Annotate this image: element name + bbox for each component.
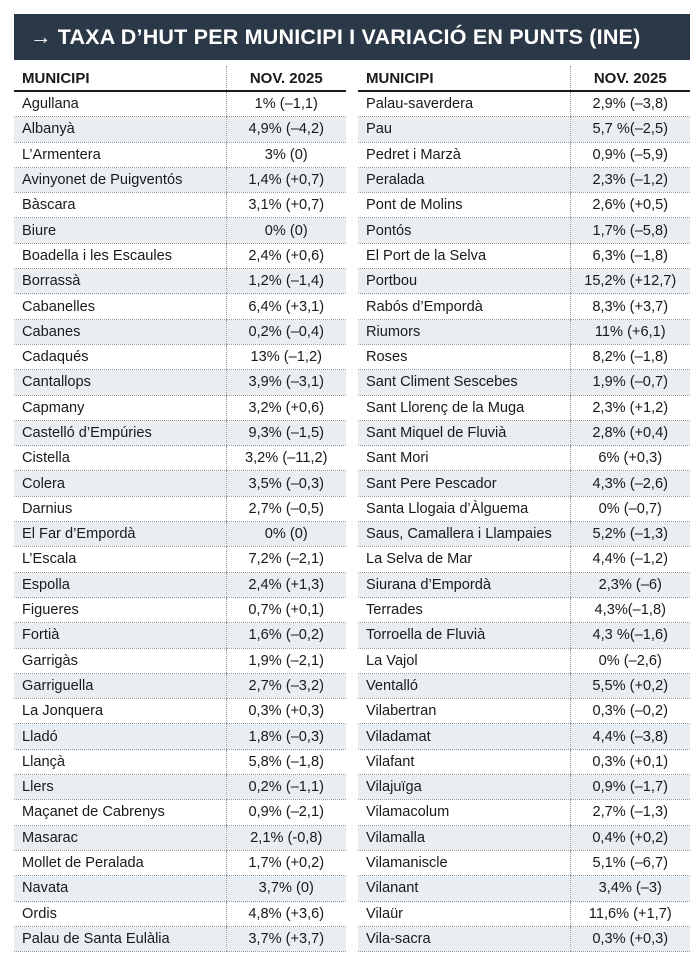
municipality-name: Rabós d’Empordà	[358, 294, 570, 319]
occupancy-value: 0% (0)	[226, 218, 346, 243]
municipality-name: Roses	[358, 344, 570, 369]
table-row	[358, 496, 690, 521]
occupancy-value: 2,8% (+0,4)	[570, 420, 690, 445]
municipality-name: Siurana d’Empordà	[358, 572, 570, 597]
municipality-name: Pontós	[358, 218, 570, 243]
municipality-name: Boadella i les Escaules	[14, 243, 226, 268]
municipality-name: Llers	[14, 775, 226, 800]
table-row	[358, 597, 690, 622]
municipality-name: Saus, Camallera i Llampaies	[358, 522, 570, 547]
table-row	[14, 471, 346, 496]
municipality-name: Avinyonet de Puigventós	[14, 167, 226, 192]
occupancy-value: 0,2% (–1,1)	[226, 775, 346, 800]
municipality-name: Borrassà	[14, 269, 226, 294]
occupancy-value: 9,3% (–1,5)	[226, 420, 346, 445]
municipality-name: Biure	[14, 218, 226, 243]
occupancy-value: 2,7% (–1,3)	[570, 800, 690, 825]
occupancy-value: 8,3% (+3,7)	[570, 294, 690, 319]
occupancy-value: 6,4% (+3,1)	[226, 294, 346, 319]
occupancy-value: 7,2% (–2,1)	[226, 547, 346, 572]
occupancy-value: 4,4% (–3,8)	[570, 724, 690, 749]
table-row	[14, 926, 346, 951]
table-row	[14, 876, 346, 901]
occupancy-value: 3,2% (+0,6)	[226, 395, 346, 420]
municipality-name: Palau-saverdera	[358, 91, 570, 117]
table-row	[14, 193, 346, 218]
occupancy-value: 0,3% (–0,2)	[570, 699, 690, 724]
table-row	[358, 901, 690, 926]
table-row	[14, 547, 346, 572]
table-row	[358, 825, 690, 850]
table-row	[358, 724, 690, 749]
table-row	[358, 395, 690, 420]
municipality-name: L’Escala	[14, 547, 226, 572]
municipality-name: Vilanant	[358, 876, 570, 901]
occupancy-value: 4,3%(–1,8)	[570, 597, 690, 622]
occupancy-value: 11% (+6,1)	[570, 319, 690, 344]
table-row	[358, 294, 690, 319]
municipality-name: Capmany	[14, 395, 226, 420]
occupancy-value: 1,9% (–2,1)	[226, 648, 346, 673]
table-row	[358, 648, 690, 673]
occupancy-value: 1,2% (–1,4)	[226, 269, 346, 294]
table-row	[358, 522, 690, 547]
occupancy-value: 2,6% (+0,5)	[570, 193, 690, 218]
municipality-name: La Selva de Mar	[358, 547, 570, 572]
municipality-name: El Far d’Empordà	[14, 522, 226, 547]
occupancy-value: 0% (–2,6)	[570, 648, 690, 673]
municipality-name: Sant Llorenç de la Muga	[358, 395, 570, 420]
occupancy-value: 0,3% (+0,3)	[226, 699, 346, 724]
occupancy-value: 8,2% (–1,8)	[570, 344, 690, 369]
occupancy-value: 3,4% (–3)	[570, 876, 690, 901]
table-row	[358, 370, 690, 395]
occupancy-value: 2,1% (-0,8)	[226, 825, 346, 850]
arrow-right-icon: →	[30, 24, 52, 49]
table-row	[358, 572, 690, 597]
municipality-name: La Vajol	[358, 648, 570, 673]
table-body	[358, 91, 690, 952]
column-header-municipi: MUNICIPI	[358, 66, 570, 91]
municipality-name: Albanyà	[14, 117, 226, 142]
occupancy-value: 15,2% (+12,7)	[570, 269, 690, 294]
column-header-nov-2025: NOV. 2025	[570, 66, 690, 91]
occupancy-value: 1,7% (+0,2)	[226, 850, 346, 875]
occupancy-value: 1,6% (–0,2)	[226, 623, 346, 648]
table-title	[14, 14, 690, 60]
occupancy-value: 13% (–1,2)	[226, 344, 346, 369]
municipality-name: Vilabertran	[358, 699, 570, 724]
table-row	[14, 395, 346, 420]
occupancy-value: 4,8% (+3,6)	[226, 901, 346, 926]
table-row	[358, 876, 690, 901]
table-row	[14, 825, 346, 850]
table-row	[14, 91, 346, 117]
occupancy-value: 0,7% (+0,1)	[226, 597, 346, 622]
table-row	[14, 294, 346, 319]
occupancy-value: 3% (0)	[226, 142, 346, 167]
municipality-name: Vilamaniscle	[358, 850, 570, 875]
municipality-name: Pau	[358, 117, 570, 142]
table-body	[14, 91, 346, 952]
table-row	[358, 344, 690, 369]
occupancy-value: 5,1% (–6,7)	[570, 850, 690, 875]
occupancy-value: 2,7% (–3,2)	[226, 673, 346, 698]
municipality-name: Torroella de Fluvià	[358, 623, 570, 648]
table-row	[358, 850, 690, 875]
occupancy-value: 3,7% (0)	[226, 876, 346, 901]
municipality-name: Colera	[14, 471, 226, 496]
table-row	[14, 623, 346, 648]
occupancy-value: 5,5% (+0,2)	[570, 673, 690, 698]
occupancy-value: 0,9% (–1,7)	[570, 775, 690, 800]
table-row	[358, 420, 690, 445]
table-row	[358, 547, 690, 572]
occupancy-value: 2,3% (–1,2)	[570, 167, 690, 192]
occupancy-value: 4,4% (–1,2)	[570, 547, 690, 572]
municipality-name: Sant Pere Pescador	[358, 471, 570, 496]
municipality-name: Palau de Santa Eulàlia	[14, 926, 226, 951]
municipality-name: Lladó	[14, 724, 226, 749]
occupancy-value: 0,9% (–2,1)	[226, 800, 346, 825]
table-row	[14, 496, 346, 521]
occupancy-value: 2,4% (+1,3)	[226, 572, 346, 597]
table-row	[358, 243, 690, 268]
occupancy-value: 2,3% (+1,2)	[570, 395, 690, 420]
municipality-name: Sant Mori	[358, 446, 570, 471]
occupancy-value: 3,7% (+3,7)	[226, 926, 346, 951]
municipality-name: Darnius	[14, 496, 226, 521]
municipality-name: Cabanes	[14, 319, 226, 344]
header-row	[358, 66, 690, 91]
municipality-name: Riumors	[358, 319, 570, 344]
occupancy-value: 1,9% (–0,7)	[570, 370, 690, 395]
occupancy-table-right	[358, 66, 690, 952]
table-row	[358, 800, 690, 825]
table-row	[14, 243, 346, 268]
municipality-name: Fortià	[14, 623, 226, 648]
column-header-nov-2025: NOV. 2025	[226, 66, 346, 91]
header-row	[14, 66, 346, 91]
table-row	[14, 446, 346, 471]
municipality-name: Cantallops	[14, 370, 226, 395]
municipality-name: Portbou	[358, 269, 570, 294]
municipality-name: Vilajuïga	[358, 775, 570, 800]
table-row	[14, 648, 346, 673]
table-row	[358, 269, 690, 294]
table-row	[358, 471, 690, 496]
municipality-name: Vilaür	[358, 901, 570, 926]
table-row	[14, 370, 346, 395]
table-row	[14, 420, 346, 445]
occupancy-value: 0,3% (+0,3)	[570, 926, 690, 951]
municipality-name: Castelló d’Empúries	[14, 420, 226, 445]
occupancy-value: 5,7 %(–2,5)	[570, 117, 690, 142]
municipality-name: Maçanet de Cabrenys	[14, 800, 226, 825]
municipality-name: Sant Climent Sescebes	[358, 370, 570, 395]
municipality-name: Pont de Molins	[358, 193, 570, 218]
occupancy-value: 1,7% (–5,8)	[570, 218, 690, 243]
municipality-name: Navata	[14, 876, 226, 901]
table-row	[14, 167, 346, 192]
occupancy-value: 5,8% (–1,8)	[226, 749, 346, 774]
municipality-name: Sant Miquel de Fluvià	[358, 420, 570, 445]
table-row	[14, 673, 346, 698]
table-row	[14, 319, 346, 344]
occupancy-value: 0% (–0,7)	[570, 496, 690, 521]
municipality-name: Pedret i Marzà	[358, 142, 570, 167]
table-row	[14, 775, 346, 800]
municipality-name: Santa Llogaia d’Àlguema	[358, 496, 570, 521]
municipality-name: Vilafant	[358, 749, 570, 774]
occupancy-value: 0% (0)	[226, 522, 346, 547]
table-row	[14, 749, 346, 774]
municipality-name: La Jonquera	[14, 699, 226, 724]
municipality-name: Garrigàs	[14, 648, 226, 673]
municipality-name: Ordis	[14, 901, 226, 926]
occupancy-value: 1% (–1,1)	[226, 91, 346, 117]
table-row	[14, 344, 346, 369]
table-row	[358, 446, 690, 471]
table-row	[14, 522, 346, 547]
table-row	[358, 926, 690, 951]
table-row	[358, 218, 690, 243]
occupancy-value: 6,3% (–1,8)	[570, 243, 690, 268]
table-row	[358, 699, 690, 724]
municipality-name: Espolla	[14, 572, 226, 597]
table-row	[14, 597, 346, 622]
table-row	[14, 572, 346, 597]
municipality-name: Vilamacolum	[358, 800, 570, 825]
municipality-name: El Port de la Selva	[358, 243, 570, 268]
table-row	[358, 167, 690, 192]
table-row	[14, 724, 346, 749]
municipality-name: Garriguella	[14, 673, 226, 698]
municipality-name: Llançà	[14, 749, 226, 774]
municipality-name: Figueres	[14, 597, 226, 622]
occupancy-value: 4,9% (–4,2)	[226, 117, 346, 142]
occupancy-value: 0,3% (+0,1)	[570, 749, 690, 774]
occupancy-value: 4,3% (–2,6)	[570, 471, 690, 496]
occupancy-value: 3,1% (+0,7)	[226, 193, 346, 218]
table-row	[358, 775, 690, 800]
table-row	[14, 901, 346, 926]
table-row	[358, 91, 690, 117]
occupancy-value: 6% (+0,3)	[570, 446, 690, 471]
occupancy-value: 11,6% (+1,7)	[570, 901, 690, 926]
municipality-name: Cadaqués	[14, 344, 226, 369]
municipality-name: Mollet de Peralada	[14, 850, 226, 875]
table-row	[14, 117, 346, 142]
table-row	[358, 319, 690, 344]
column-header-municipi: MUNICIPI	[14, 66, 226, 91]
municipality-name: Vilamalla	[358, 825, 570, 850]
table-row	[14, 699, 346, 724]
table-row	[358, 623, 690, 648]
municipality-name: Cistella	[14, 446, 226, 471]
occupancy-value: 2,9% (–3,8)	[570, 91, 690, 117]
occupancy-value: 2,7% (–0,5)	[226, 496, 346, 521]
municipality-name: Viladamat	[358, 724, 570, 749]
municipality-name: Agullana	[14, 91, 226, 117]
table-row	[358, 193, 690, 218]
occupancy-value: 3,2% (–11,2)	[226, 446, 346, 471]
municipality-name: Peralada	[358, 167, 570, 192]
occupancy-value: 0,9% (–5,9)	[570, 142, 690, 167]
occupancy-table-left	[14, 66, 346, 952]
occupancy-value: 1,8% (–0,3)	[226, 724, 346, 749]
municipality-name: Vila-sacra	[358, 926, 570, 951]
table-row	[358, 142, 690, 167]
municipality-name: Cabanelles	[14, 294, 226, 319]
occupancy-value: 5,2% (–1,3)	[570, 522, 690, 547]
table-row	[14, 850, 346, 875]
occupancy-value: 3,5% (–0,3)	[226, 471, 346, 496]
occupancy-value: 2,4% (+0,6)	[226, 243, 346, 268]
table-row	[358, 117, 690, 142]
table-row	[14, 800, 346, 825]
municipality-name: Bàscara	[14, 193, 226, 218]
title-text: TAXA D’HUT PER MUNICIPI I VARIACIÓ EN PUNTS (INE)	[57, 24, 641, 49]
occupancy-value: 2,3% (–6)	[570, 572, 690, 597]
table-row	[14, 218, 346, 243]
table-row	[358, 673, 690, 698]
occupancy-value: 4,3 %(–1,6)	[570, 623, 690, 648]
municipality-name: L’Armentera	[14, 142, 226, 167]
occupancy-value: 3,9% (–3,1)	[226, 370, 346, 395]
municipality-name: Ventalló	[358, 673, 570, 698]
municipality-name: Masarac	[14, 825, 226, 850]
table-row	[14, 269, 346, 294]
municipality-name: Terrades	[358, 597, 570, 622]
table-row	[14, 142, 346, 167]
table-row	[358, 749, 690, 774]
occupancy-value: 0,4% (+0,2)	[570, 825, 690, 850]
occupancy-value: 0,2% (–0,4)	[226, 319, 346, 344]
occupancy-value: 1,4% (+0,7)	[226, 167, 346, 192]
